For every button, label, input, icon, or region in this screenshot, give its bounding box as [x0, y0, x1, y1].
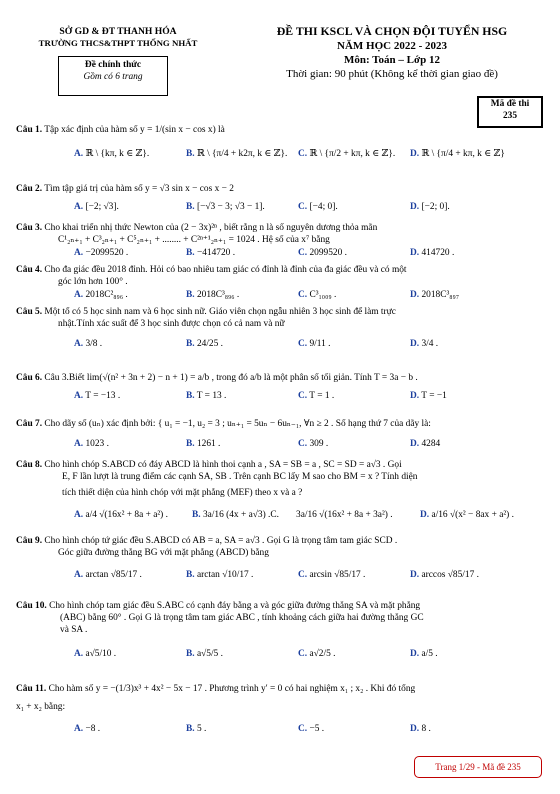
question-text-cont: E, F lần lượt là trung điểm các cạnh SA, SB . Trên cạnh BC lấy M sao cho BM = x ? Tính diện [62, 472, 418, 483]
question-text-cont: (ABC) bằng 60° . Gọi G là trọng tâm tam giác ABC , tính khoảng cách giữa hai đường thẳng GC [60, 613, 424, 624]
question-text-cont: nhật.Tính xác suất để 3 học sinh được chọn có cả nam và nữ [58, 319, 285, 330]
question-text: Tìm tập giá trị của hàm số y = √3 sin x − cos x − 2 [44, 184, 234, 194]
option-d[interactable]: D. a/16 √(x² − 8ax + a²) . [420, 510, 514, 521]
option-d[interactable]: D. ℝ \ {π/4 + kπ, k ∈ ℤ} [410, 149, 505, 160]
option-c[interactable]: C. arcsin √85/17 . [298, 570, 366, 581]
option-a[interactable]: A. a√5/10 . [74, 649, 117, 660]
question-10 [16, 600, 544, 660]
official-label: Đề chính thức [84, 60, 142, 70]
question-label: Câu 4. [16, 265, 43, 275]
question-text-cont-2: tích thiết diện của hình chóp với mặt phẳng (MEF) theo x và a ? [62, 488, 303, 499]
option-d[interactable]: D. T = −1 [410, 391, 447, 402]
option-d[interactable]: D. 3/4 . [410, 339, 439, 350]
question-text: Cho hình chóp tam giác đều S.ABC có cạnh đáy bằng a và góc giữa đường thẳng SA và mặt phẳng [49, 601, 421, 611]
question-5 [16, 306, 544, 350]
option-c[interactable]: C. 9/11 . [298, 339, 331, 350]
option-a[interactable]: A. −2099520 . [74, 248, 129, 259]
answer-options [16, 648, 544, 660]
option-c[interactable]: C. a√2/5 . [298, 649, 336, 660]
option-b[interactable]: B. 24/25 . [186, 339, 223, 350]
option-a[interactable]: A. T = −13 . [74, 391, 121, 402]
option-a[interactable]: A. arctan √85/17 . [74, 570, 142, 581]
exam-code: 235 [502, 111, 518, 122]
question-label: Câu 6. [16, 373, 43, 383]
option-b[interactable]: B. 5 . [186, 724, 207, 735]
subject: Môn: Toán – Lớp 12 [344, 54, 440, 67]
option-b[interactable]: B. −414720 . [186, 248, 236, 259]
answer-options [16, 148, 544, 160]
question-label: Câu 1. [16, 125, 43, 135]
question-3 [16, 222, 544, 259]
answer-options [16, 289, 544, 301]
page-count: Gồm có 6 trang [83, 72, 143, 83]
header-left [18, 26, 218, 50]
question-label: Câu 5. [16, 307, 43, 317]
question-label: Câu 11. [16, 684, 47, 694]
department-name: SỞ GD & ĐT THANH HÓA [59, 26, 177, 37]
question-label: Câu 8. [16, 460, 43, 470]
question-text: Tập xác định của hàm số y = 1/(sin x − cos x) là [44, 125, 225, 135]
question-text: Câu 3.Biết lim(√(n² + 3n + 2) − n + 1) = a/b , trong đó a/b là một phân số tối giản. Tính T = 3a − b . [44, 373, 418, 383]
question-text: Cho đa giác đều 2018 đỉnh. Hỏi có bao nhiêu tam giác có đỉnh là đỉnh của đa giác đều và có một [44, 265, 407, 275]
time-limit: Thời gian: 90 phút (Không kể thời gian giao đề) [286, 68, 498, 81]
answer-options [16, 509, 544, 521]
answer-options [16, 201, 544, 213]
page-footer: Trang 1/29 - Mã đề 235 [414, 756, 542, 778]
option-d[interactable]: D. 414720 . [410, 248, 455, 259]
answer-options [16, 723, 544, 735]
option-c[interactable]: C. [−4; 0]. [298, 202, 338, 213]
answer-options [16, 338, 544, 350]
question-7 [16, 418, 544, 450]
option-c[interactable]: C. T = 1 . [298, 391, 335, 402]
question-text: Cho khai triển nhị thức Newton của (2 − 3x)²ⁿ , biết rằng n là số nguyên dương thỏa mãn [44, 223, 378, 233]
option-d[interactable]: D. a/5 . [410, 649, 438, 660]
question-text: Cho hình chóp tứ giác đều S.ABCD có AB = a, SA = a√3 . Gọi G là trọng tâm tam giác SCD . [44, 536, 398, 546]
option-c[interactable]: C. 309 . [298, 439, 329, 450]
option-a[interactable]: A. 1023 . [74, 439, 109, 450]
question-text-cont-2: và SA . [60, 625, 88, 636]
question-4 [16, 264, 544, 301]
option-a[interactable]: A. ℝ \ {kπ, k ∈ ℤ}. [74, 149, 150, 160]
option-a[interactable]: A. 2018C²₈₉₆ . [74, 290, 128, 301]
question-label: Câu 3. [16, 223, 43, 233]
question-6 [16, 372, 544, 402]
option-d[interactable]: D. 8 . [410, 724, 431, 735]
question-1 [16, 124, 544, 160]
option-b[interactable]: B. arctan √10/17 . [186, 570, 254, 581]
option-b[interactable]: B. T = 13 . [186, 391, 227, 402]
header-right [238, 24, 546, 81]
question-label: Câu 10. [16, 601, 47, 611]
question-text: Cho dãy số (uₙ) xác định bởi: { u₁ = −1, u₂ = 3 ; uₙ₊₁ = 5uₙ − 6uₙ₋₁, ∀n ≥ 2 . Số hạng thứ 7 của dãy là: [44, 419, 431, 429]
question-2 [16, 183, 544, 213]
exam-title: ĐỀ THI KSCL VÀ CHỌN ĐỘI TUYỂN HSG [276, 24, 508, 38]
option-c[interactable]: 3a/16 √(16x² + 8a + 3a²) . [296, 510, 393, 521]
option-b[interactable]: B. ℝ \ {π/4 + k2π, k ∈ ℤ}. [186, 149, 288, 160]
option-c[interactable]: C. C³₁₀₀₉ . [298, 290, 337, 301]
option-b[interactable]: B. 2018C³₈₉₆ . [186, 290, 240, 301]
answer-options [16, 569, 544, 581]
question-label: Câu 7. [16, 419, 43, 429]
option-b[interactable]: B. [−√3 − 3; √3 − 1]. [186, 202, 265, 213]
option-d[interactable]: D. 2018C³₈₉₇ [410, 290, 460, 301]
option-d[interactable]: D. [−2; 0]. [410, 202, 450, 213]
option-b[interactable]: B. 1261 . [186, 439, 221, 450]
school-year: NĂM HỌC 2022 - 2023 [337, 40, 447, 53]
question-8 [16, 459, 544, 521]
option-c[interactable]: C. ℝ \ {π/2 + kπ, k ∈ ℤ}. [298, 149, 396, 160]
answer-options [16, 438, 544, 450]
option-b[interactable]: B. a√5/5 . [186, 649, 223, 660]
answer-options [16, 247, 544, 259]
option-a[interactable]: A. [−2; √3]. [74, 202, 119, 213]
question-11 [16, 683, 544, 735]
question-text-cont: C¹₂ₙ₊₁ + C³₂ₙ₊₁ + C⁵₂ₙ₊₁ + ........ + C²ⁿ⁺¹₂ₙ₊₁ = 1024 . Hệ số của x⁷ bằng [58, 235, 330, 246]
answer-options [16, 390, 544, 402]
question-text: Một tổ có 5 học sinh nam và 6 học sinh nữ. Giáo viên chọn ngẫu nhiên 3 học sinh để làm trực [44, 307, 396, 317]
option-a[interactable]: A. −8 . [74, 724, 101, 735]
option-d[interactable]: D. 4284 [410, 439, 441, 450]
option-c[interactable]: C. −5 . [298, 724, 325, 735]
question-label: Câu 9. [16, 536, 43, 546]
option-b[interactable]: B. 3a/16 (4x + a√3) .C. [192, 510, 279, 521]
option-a[interactable]: A. 3/8 . [74, 339, 103, 350]
school-name: TRƯỜNG THCS&THPT THỐNG NHẤT [38, 38, 198, 49]
question-label: Câu 2. [16, 184, 43, 194]
question-text-cont: x₁ + x₂ bằng: [16, 702, 66, 713]
option-a[interactable]: A. a/4 √(16x² + 8a + a²) . [74, 510, 168, 521]
exam-header [0, 4, 560, 122]
question-text-cont: góc lớn hơn 100° . [58, 277, 128, 288]
option-c[interactable]: C. 2099520 . [298, 248, 347, 259]
question-text: Cho hình chóp S.ABCD có đáy ABCD là hình thoi cạnh a , SA = SB = a , SC = SD = a√3 . Gọi [44, 460, 402, 470]
option-d[interactable]: D. arccos √85/17 . [410, 570, 479, 581]
exam-code-label: Mã đề thi [490, 99, 530, 109]
question-text-cont: Góc giữa đường thẳng BG với mặt phẳng (ABCD) bằng [58, 548, 269, 559]
question-9 [16, 535, 544, 581]
question-text: Cho hàm số y = −(1/3)x³ + 4x² − 5x − 17 . Phương trình y′ = 0 có hai nghiệm x₁ ; x₂ . Khi đó tổng [48, 684, 416, 694]
official-box [58, 56, 168, 96]
